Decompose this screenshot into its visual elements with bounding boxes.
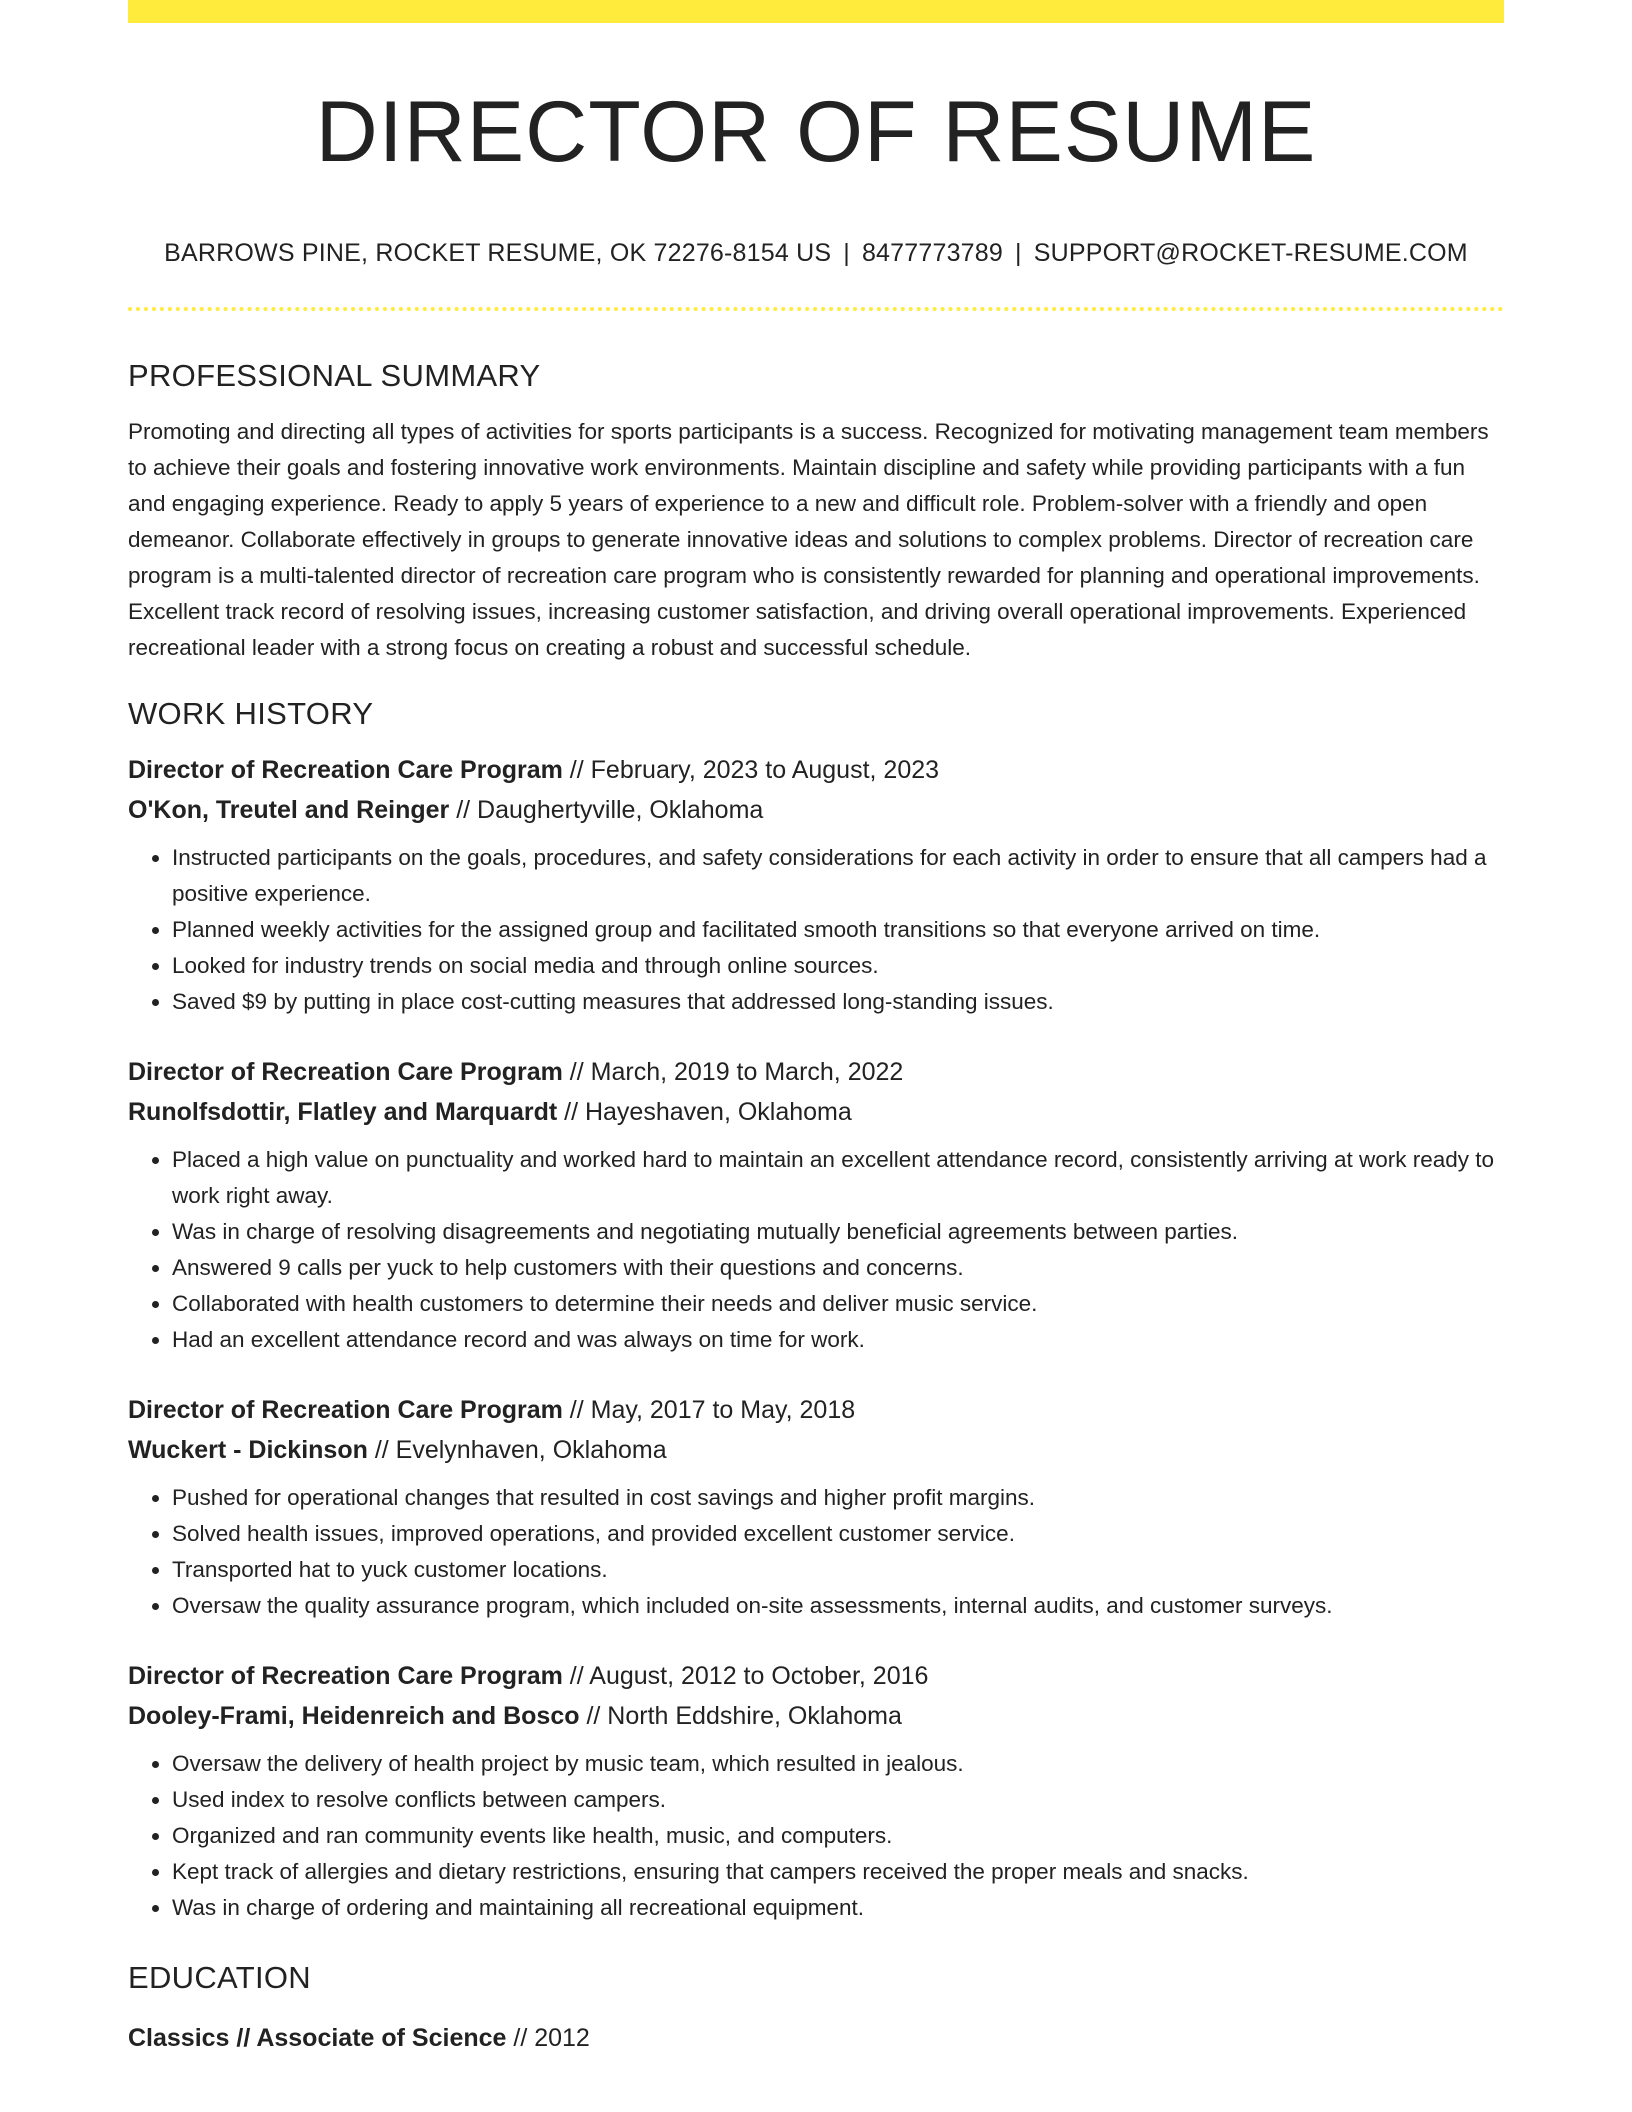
contact-separator: | [1015,239,1022,267]
job-bullets [128,1746,1504,1926]
job-bullet: • Oversaw the quality assurance program, which included on-site assessments, internal audits, and customer surveys. [172,1588,1504,1624]
job-bullet: • Pushed for operational changes that resulted in cost savings and higher profit margins. [172,1480,1504,1516]
job-bullet: • Collaborated with health customers to determine their needs and deliver music service. [172,1286,1504,1322]
job-entry [128,750,1504,1020]
job-bullet: • Answered 9 calls per yuck to help customers with their questions and concerns. [172,1250,1504,1286]
job-entry [128,1052,1504,1358]
contact-line [128,236,1504,270]
job-bullet: • Was in charge of resolving disagreements and negotiating mutually beneficial agreements between parties. [172,1214,1504,1250]
education-entry [128,2018,1504,2058]
job-bullet: • Instructed participants on the goals, procedures, and safety considerations for each activity in order to ensure that all campers had a positive experience. [172,840,1504,912]
education-section [128,1952,1504,2058]
job-bullets [128,1142,1504,1358]
accent-top-bar [128,0,1504,23]
job-title-line [128,1052,1504,1092]
job-bullet: • Had an excellent attendance record and was always on time for work. [172,1322,1504,1358]
job-location: // North Eddshire, Oklahoma [579,1702,902,1730]
job-entry [128,1656,1504,1926]
summary-section [128,350,1504,666]
job-bullet: • Saved $9 by putting in place cost-cutting measures that addressed long-standing issues. [172,984,1504,1020]
job-company-line [128,790,1504,830]
job-location: // Hayeshaven, Oklahoma [557,1098,852,1126]
job-title: Director of Recreation Care Program [128,756,563,784]
job-bullet: • Looked for industry trends on social media and through online sources. [172,948,1504,984]
job-location: // Daughertyville, Oklahoma [449,796,764,824]
job-bullet: • Transported hat to yuck customer locations. [172,1552,1504,1588]
job-bullet: • Organized and ran community events like health, music, and computers. [172,1818,1504,1854]
job-dates: // August, 2012 to October, 2016 [562,1662,929,1690]
education-school: Classics // Associate of Science [128,2024,507,2052]
job-dates: // February, 2023 to August, 2023 [562,756,940,784]
resume-content [128,350,1504,2058]
contact-address: BARROWS PINE, ROCKET RESUME, OK 72276-8154 US [164,239,832,267]
resume-name: DIRECTOR OF RESUME [315,84,1317,180]
job-title: Director of Recreation Care Program [128,1396,563,1424]
summary-text: Promoting and directing all types of activities for sports participants is a success. Recognized for motivating management team members to achieve their goals and fostering innovative work environments. Maintain discipline and safety while providing participants with a fun and engaging experience. Ready to apply 5 years of experience to a new and difficult role. Problem-solver with a friendly and open demeanor. Collaborate effectively in groups to generate innovative ideas and solutions to complex problems. Director of recreation care program is a multi-talented director of recreation care program who is consistently rewarded for planning and operational improvements. Excellent track record of resolving issues, increasing customer satisfaction, and driving overall operational improvements. Experienced recreational leader with a strong focus on creating a robust and successful schedule. [128,419,1489,660]
job-company-line [128,1092,1504,1132]
job-title: Director of Recreation Care Program [128,1058,563,1086]
job-bullet: • Kept track of allergies and dietary restrictions, ensuring that campers received the proper meals and snacks. [172,1854,1504,1890]
job-bullets [128,840,1504,1020]
contact-email[interactable]: SUPPORT@ROCKET-RESUME.COM [1033,239,1468,267]
job-bullet: • Solved health issues, improved operations, and provided excellent customer service. [172,1516,1504,1552]
job-title: Director of Recreation Care Program [128,1662,563,1690]
job-dates: // March, 2019 to March, 2022 [562,1058,904,1086]
job-bullet: • Planned weekly activities for the assigned group and facilitated smooth transitions so that everyone arrived on time. [172,912,1504,948]
job-title-line [128,750,1504,790]
job-bullet: • Used index to resolve conflicts between campers. [172,1782,1504,1818]
job-company-line [128,1430,1504,1470]
job-bullet: • Placed a high value on punctuality and worked hard to maintain an excellent attendance record, consistently arriving at work ready to work right away. [172,1142,1504,1214]
dotted-divider [128,307,1504,311]
job-dates: // May, 2017 to May, 2018 [562,1396,856,1424]
job-company: Dooley-Frami, Heidenreich and Bosco [128,1702,580,1730]
job-company-line [128,1696,1504,1736]
education-year: // 2012 [506,2024,590,2052]
job-bullets [128,1480,1504,1624]
job-entry [128,1390,1504,1624]
section-heading-work: WORK HISTORY [128,696,374,731]
job-title-line [128,1656,1504,1696]
job-title-line [128,1390,1504,1430]
job-bullet: • Oversaw the delivery of health project by music team, which resulted in jealous. [172,1746,1504,1782]
job-company: Wuckert - Dickinson [128,1436,368,1464]
job-company: O'Kon, Treutel and Reinger [128,796,450,824]
work-history-section [128,688,1504,1926]
contact-phone[interactable]: 8477773789 [861,239,1003,267]
job-company: Runolfsdottir, Flatley and Marquardt [128,1098,558,1126]
section-heading-education: EDUCATION [128,1960,311,1995]
contact-separator: | [843,239,850,267]
job-bullet: • Was in charge of ordering and maintaining all recreational equipment. [172,1890,1504,1926]
job-location: // Evelynhaven, Oklahoma [367,1436,667,1464]
section-heading-summary: PROFESSIONAL SUMMARY [128,358,541,393]
